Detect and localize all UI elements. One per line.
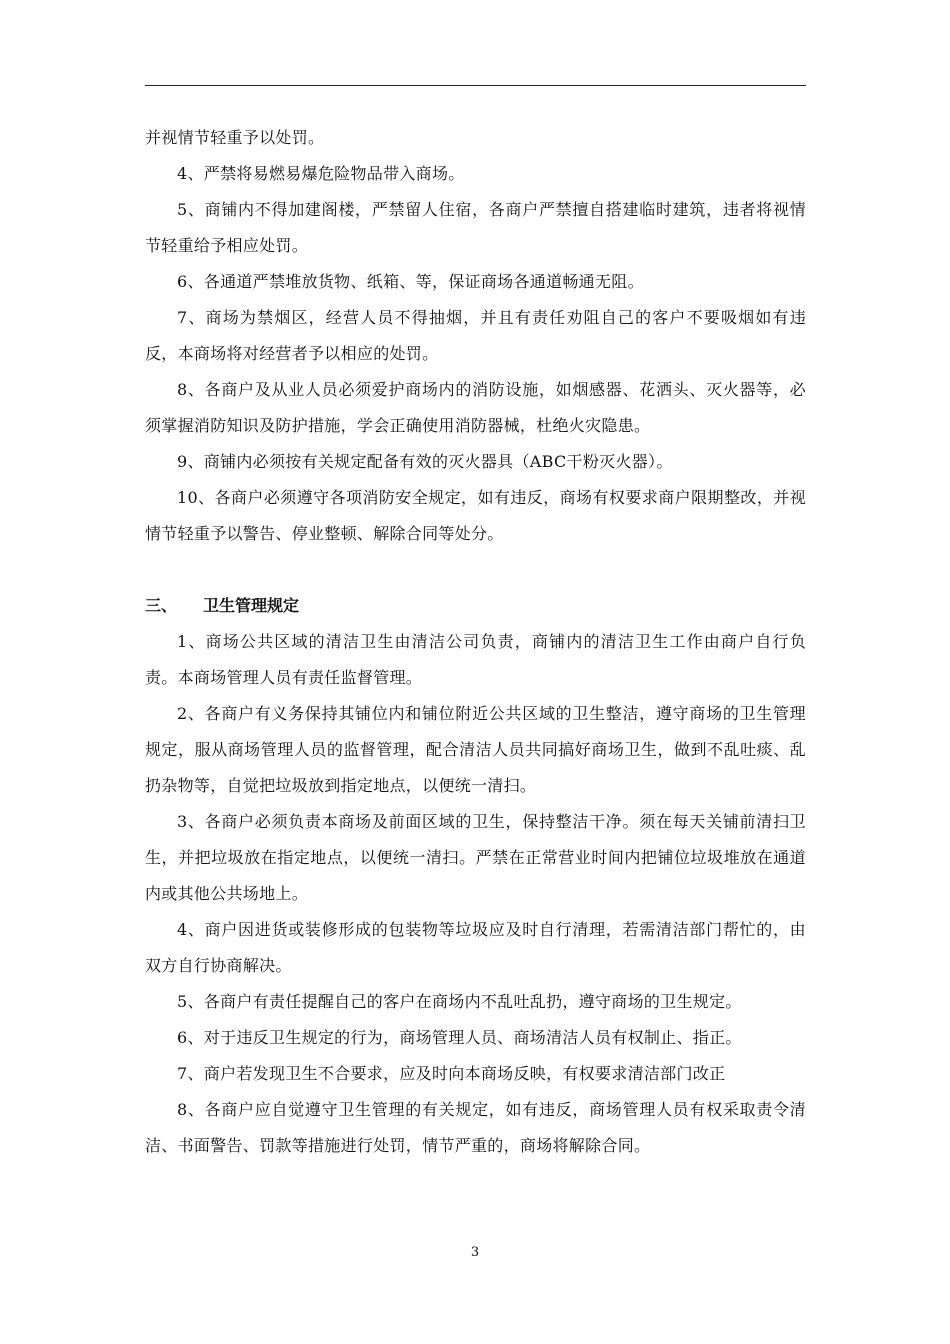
paragraph: 7、商场为禁烟区，经营人员不得抽烟，并且有责任劝阻自己的客户不要吸烟如有违反，本商场将对经营者予以相应的处罚。: [145, 308, 806, 363]
paragraph: 8、各商户及从业人员必须爱护商场内的消防设施，如烟感器、花洒头、灭火器等，必须掌握消防知识及防护措施，学会正确使用消防器械，杜绝火灾隐患。: [145, 380, 806, 435]
document-body: [145, 120, 806, 1164]
paragraph: 8、各商户应自觉遵守卫生管理的有关规定，如有违反，商场管理人员有权采取责令清洁、书面警告、罚款等措施进行处罚，情节严重的，商场将解除合同。: [145, 1100, 806, 1155]
section-title: 卫生管理规定: [203, 596, 300, 615]
paragraph: 7、商户若发现卫生不合要求，应及时向本商场反映，有权要求清洁部门改正: [177, 1064, 726, 1083]
section-number: 三、: [145, 596, 178, 615]
paragraph: 10、各商户必须遵守各项消防安全规定，如有违反，商场有权要求商户限期整改，并视情节轻重予以警告、停业整顿、解除合同等处分。: [145, 488, 806, 543]
paragraph: 6、对于违反卫生规定的行为，商场管理人员、商场清洁人员有权制止、指正。: [177, 1028, 742, 1047]
paragraph: 5、各商户有责任提醒自己的客户在商场内不乱吐乱扔，遵守商场的卫生规定。: [177, 992, 742, 1011]
fire-safety-rules: [145, 120, 806, 552]
paragraph: 并视情节轻重予以处罚。: [145, 128, 325, 147]
paragraph: 2、各商户有义务保持其铺位内和铺位附近公共区域的卫生整洁，遵守商场的卫生管理规定，服从商场管理人员的监督管理，配合清洁人员共同搞好商场卫生，做到不乱吐痰、乱扔杂物等，自觉把垃圾放到指定地点，以便统一清扫。: [145, 704, 806, 795]
page-number: 3: [470, 1245, 480, 1260]
header-rule: [145, 85, 806, 86]
section-heading: [145, 588, 806, 624]
paragraph: 4、商户因进货或装修形成的包装物等垃圾应及时自行清理，若需清洁部门帮忙的，由双方自行协商解决。: [145, 920, 806, 975]
paragraph: 6、各通道严禁堆放货物、纸箱、等，保证商场各通道畅通无阻。: [177, 272, 644, 291]
paragraph: 1、商场公共区域的清洁卫生由清洁公司负责，商铺内的清洁卫生工作由商户自行负责。本商场管理人员有责任监督管理。: [145, 632, 806, 687]
hygiene-rules: [145, 624, 806, 1164]
paragraph: 3、各商户必须负责本商场及前面区域的卫生，保持整洁干净。须在每天关铺前清扫卫生，并把垃圾放在指定地点，以便统一清扫。严禁在正常营业时间内把铺位垃圾堆放在通道内或其他公共场地上。: [145, 812, 806, 903]
paragraph: 4、严禁将易燃易爆危险物品带入商场。: [177, 164, 465, 183]
paragraph: 9、商铺内必须按有关规定配备有效的灭火器具（ABC干粉灭火器）。: [177, 452, 673, 471]
paragraph: 5、商铺内不得加建阁楼，严禁留人住宿，各商户严禁擅自搭建临时建筑，违者将视情节轻重给予相应处罚。: [145, 200, 806, 255]
